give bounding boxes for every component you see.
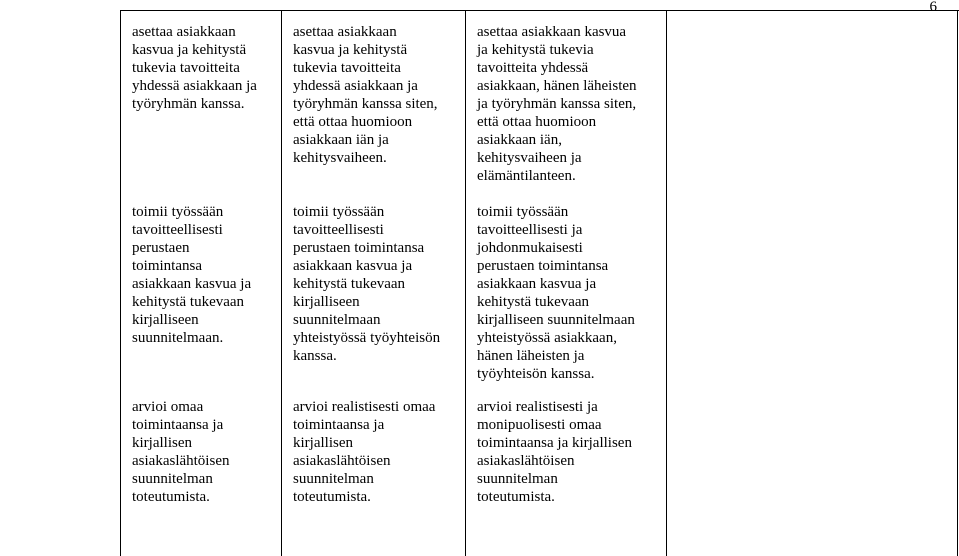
- table-cell: asettaa asiakkaan kasvua ja kehitystä tukevia tavoitteita yhdessä asiakkaan ja työryhmän kanssa.: [132, 24, 257, 112]
- table-border-left: [120, 10, 121, 556]
- page-number: 6: [929, 0, 937, 15]
- table-cell: asettaa asiakkaan kasvua ja kehitystä tukevia tavoitteita yhdessä asiakkaan, hänen läheisten ja työryhmän kanssa siten, että ottaa huomioon asiakkaan iän, kehitysvaiheen ja elämäntilanteen.: [477, 24, 637, 184]
- table-border-right: [957, 10, 958, 556]
- table-cell: arvioi realistisesti ja monipuolisesti omaa toimintaansa ja kirjallisen asiakaslähtöisen suunnitelman toteutumista.: [477, 399, 632, 505]
- table-cell: toimii työssään tavoitteellisesti perustaen toimintansa asiakkaan kasvua ja kehitystä tukevaan kirjalliseen suunnitelmaan.: [132, 204, 252, 346]
- table-border-col3: [666, 10, 667, 556]
- table-top-border: [120, 10, 959, 11]
- table-cell: arvioi realistisesti omaa toimintaansa ja kirjallisen asiakaslähtöisen suunnitelman toteutumista.: [293, 399, 436, 505]
- table-cell: toimii työssään tavoitteellisesti perustaen toimintansa asiakkaan kasvua ja kehitystä tukevaan kirjalliseen suunnitelmaan yhteistyössä työyhteisön kanssa.: [293, 204, 441, 364]
- table-cell: toimii työssään tavoitteellisesti ja johdonmukaisesti perustaen toimintansa asiakkaan kasvua ja kehitystä tukevaan kirjalliseen suunnitelmaan yhteistyössä asiakkaan, hänen läheisten ja työyhteisön kanssa.: [477, 204, 635, 382]
- table-cell: arvioi omaa toimintaansa ja kirjallisen asiakaslähtöisen suunnitelman toteutumista.: [132, 399, 230, 505]
- table-cell: asettaa asiakkaan kasvua ja kehitystä tukevia tavoitteita yhdessä asiakkaan ja työryhmän kanssa siten, että ottaa huomioon asiakkaan iän ja kehitysvaiheen.: [293, 24, 438, 166]
- table-border-col1: [281, 10, 282, 556]
- table-border-col2: [465, 10, 466, 556]
